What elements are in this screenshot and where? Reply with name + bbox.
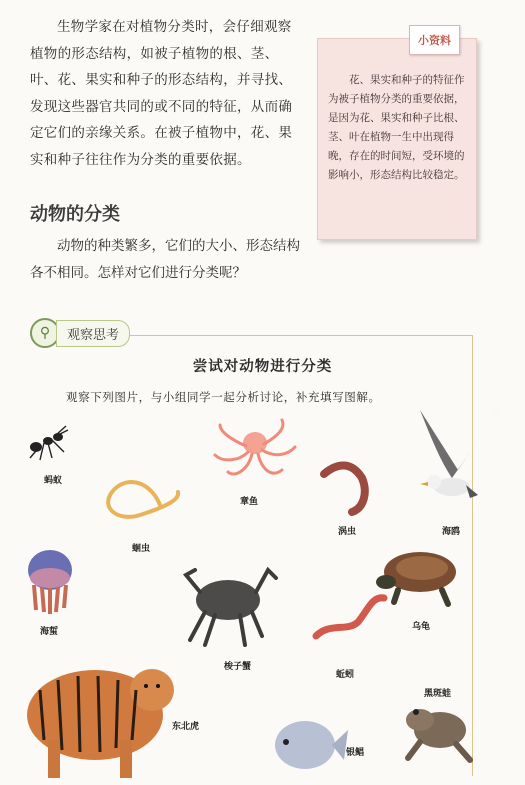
gull-image xyxy=(420,405,500,498)
label-turtle: 乌龟 xyxy=(412,622,431,632)
earthworm-image xyxy=(316,598,384,636)
label-pomfret: 银鲳 xyxy=(346,748,365,758)
label-roundworm: 蛔虫 xyxy=(132,544,151,554)
frog-image xyxy=(406,709,470,760)
turtle-image xyxy=(376,552,456,604)
intro-paragraph: 生物学家在对植物分类时，会仔细观察植物的形态结构，如被子植物的根、茎、叶、花、果实和种子的形态结构，并寻找、发现这些器官共同的或不同的特征，从而确定它们的亲缘关系。在被子植物中，花、果实和种子往往作为分类的重要依据。 xyxy=(30,19,293,168)
jellyfish-image xyxy=(28,550,72,614)
roundworm-image xyxy=(108,482,178,517)
label-earthworm: 蚯蚓 xyxy=(336,670,355,680)
label-tiger: 东北虎 xyxy=(172,722,200,732)
crab-image xyxy=(186,570,276,645)
label-crab: 梭子蟹 xyxy=(224,662,252,672)
label-flatworm: 涡虫 xyxy=(338,527,357,537)
activity-title: 尝试对动物进行分类 xyxy=(192,359,333,375)
tiger-image xyxy=(27,669,174,778)
label-frog: 黑斑蛙 xyxy=(424,689,452,699)
label-ant: 蚂蚁 xyxy=(44,476,63,486)
observation-tag: 观察思考 xyxy=(56,320,130,347)
ant-image xyxy=(30,426,68,460)
microscope-icon: ⚲ xyxy=(30,318,60,348)
flatworm-image xyxy=(324,465,365,512)
octopus-image xyxy=(215,420,295,474)
activity-instruction: 观察下列图片，与小组同学一起分析讨论，补充填写图解。 xyxy=(66,390,381,404)
label-octopus: 章鱼 xyxy=(240,497,259,507)
note-text: 花、果实和种子的特征作为被子植物分类的重要依据，是因为花、果实和种子比根、茎、叶在植物一生中出现得晚，存在的时间短，受环境的影响小，形态结构比较稳定。 xyxy=(328,74,465,181)
label-gull: 海鸥 xyxy=(442,527,461,537)
animal-intro-paragraph: 动物的种类繁多，它们的大小、形态结构各不相同。怎样对它们进行分类呢？ xyxy=(30,238,300,281)
note-tag: 小资料 xyxy=(409,25,460,55)
label-jellyfish: 海蜇 xyxy=(40,627,59,637)
section-title: 动物的分类 xyxy=(30,204,120,225)
pomfret-image xyxy=(275,721,348,769)
